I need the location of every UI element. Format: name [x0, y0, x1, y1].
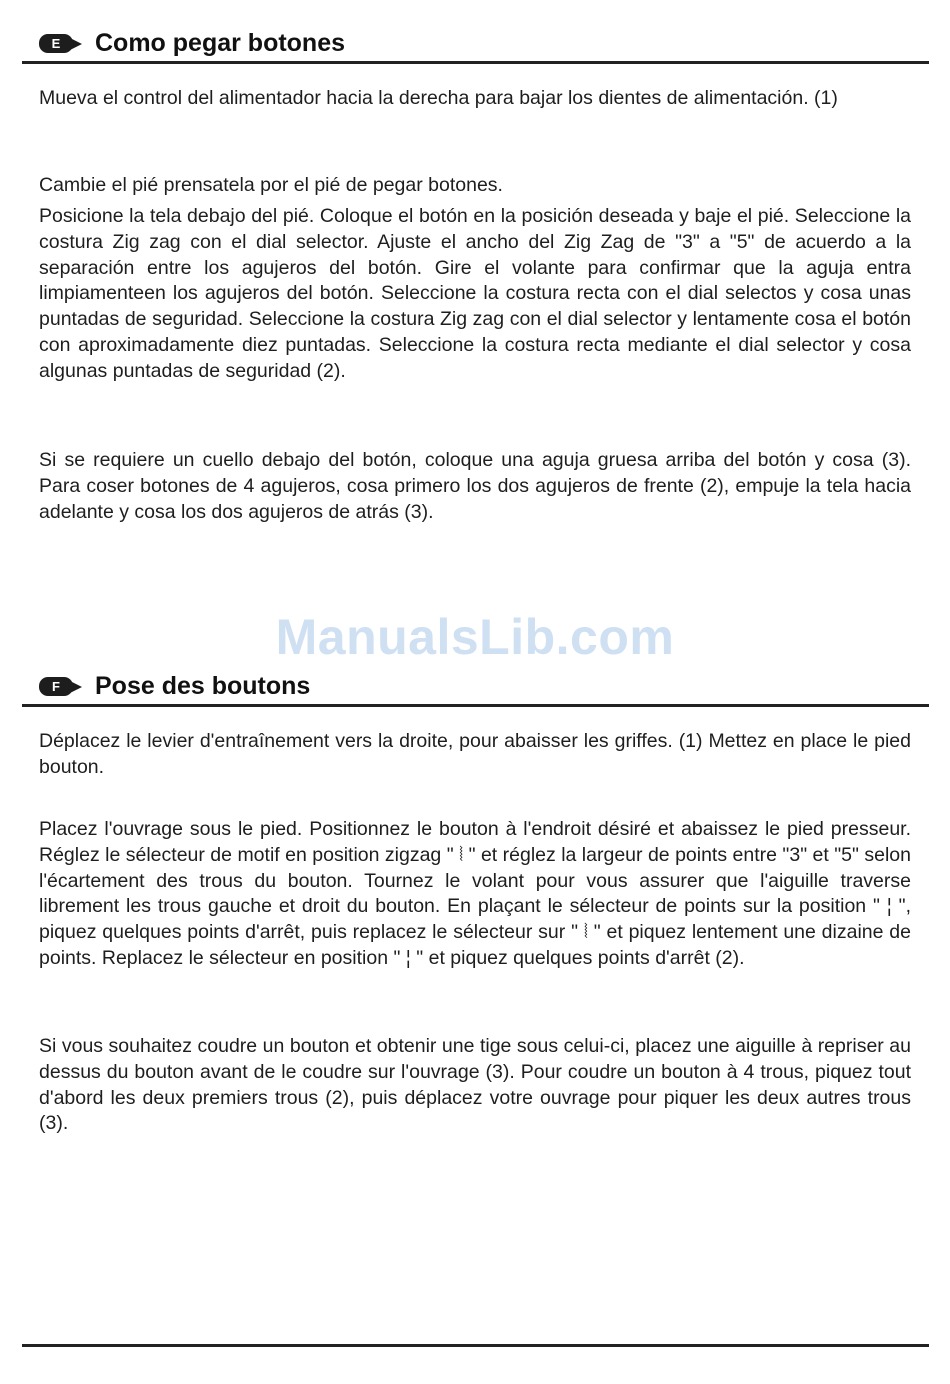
section-title-fr: Pose des boutons: [95, 672, 311, 700]
paragraph-es-3: Posicione la tela debajo del pié. Coloque el botón en la posición deseada y baje el pié. Seleccione la costura Zig zag con el dial selector. Ajuste el ancho del Zig Zag de "3" a "5" de acuerdo a la separación entre los agujeros del botón. Gire el volante para confirmar que la aguja entra limpiamenteen los agujeros del botón. Seleccione la costura recta con el dial selectos y cosa unas puntadas de seguridad. Seleccione la costura Zig zag con el dial selector y lentamente cosa el botón con aproximadamente diez puntadas. Seleccione la costura recta mediante el dial selector y cosa algunas puntadas de seguridad (2).: [39, 205, 911, 382]
paragraph-es-2: Cambie el pié prensatela por el pié de pegar botones.: [39, 174, 503, 196]
bottom-rule: [22, 1344, 929, 1347]
paragraph-fr-1: Déplacez le levier d'entraînement vers la droite, pour abaisser les griffes. (1) Mettez en place le pied bouton.: [39, 730, 911, 778]
section-header-fr: [22, 670, 929, 707]
language-badge-fr: [39, 677, 85, 696]
badge-label-fr: F: [39, 677, 73, 696]
badge-arrow-icon: [70, 38, 82, 50]
badge-arrow-icon: [70, 681, 82, 693]
paragraph-fr-2: Placez l'ouvrage sous le pied. Positionnez le bouton à l'endroit désiré et abaissez le pied presseur. Réglez le sélecteur de motif en position zigzag " ⦚ " et réglez la largeur de points entre "3" et "5" selon l'écartement des trous du bouton. Tournez le volant pour vous assurer que l'aiguille traverse librement les trous gauche et droit du bouton. En plaçant le sélecteur de points sur la position " ¦ ", piquez quelques points d'arrêt, puis replacez le sélecteur sur " ⦚ " et piquez lentement une dizaine de points. Replacez le sélecteur en position " ¦ " et piquez quelques points d'arrêt (2).: [39, 818, 911, 969]
watermark: ManualsLib.com: [275, 609, 675, 665]
section-header-es: [22, 27, 929, 64]
paragraph-fr-3: Si vous souhaitez coudre un bouton et obtenir une tige sous celui-ci, placez une aiguille à repriser au dessus du bouton avant de le coudre sur l'ouvrage (3). Pour coudre un bouton à 4 trous, piquez tout d'abord les deux premiers trous (2), puis déplacez votre ouvrage pour piquer les deux autres trous (3).: [39, 1035, 911, 1135]
paragraph-es-4: Si se requiere un cuello debajo del botón, coloque una aguja gruesa arriba del botón y cosa (3). Para coser botones de 4 agujeros, cosa primero los dos agujeros de frente (2), empuje la tela hacia adelante y cosa los dos agujeros de atrás (3).: [39, 449, 911, 523]
language-badge-es: [39, 34, 85, 53]
badge-label-es: E: [39, 34, 73, 53]
paragraph-es-1: Mueva el control del alimentador hacia la derecha para bajar los dientes de alimentación. (1): [39, 87, 838, 109]
section-title-es: Como pegar botones: [95, 29, 346, 57]
